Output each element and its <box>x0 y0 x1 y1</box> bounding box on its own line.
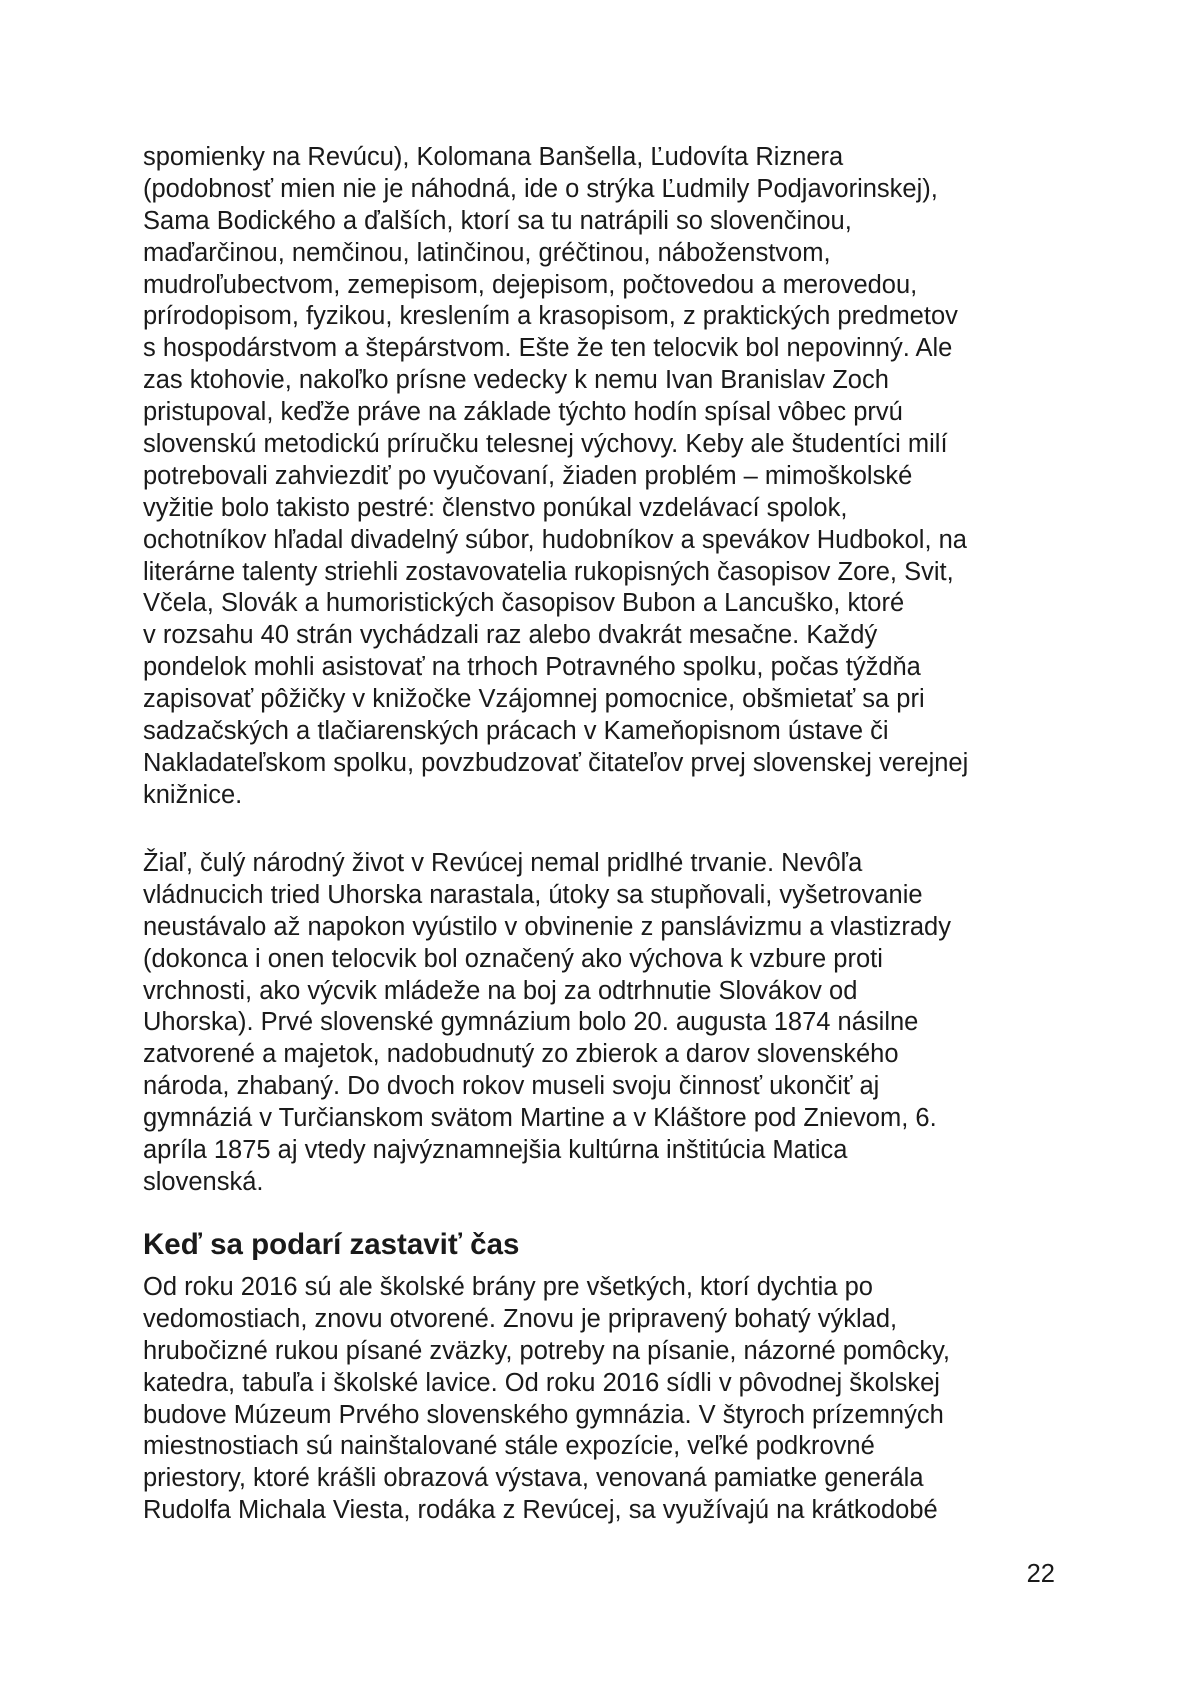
text-line: zas ktohovie, nakoľko prísne vedecky k nemu Ivan Branislav Zoch <box>143 366 889 395</box>
text-line: s hospodárstvom a štepárstvom. Ešte že ten telocvik bol nepovinný. Ale <box>143 334 953 363</box>
text-line: Nakladateľskom spolku, povzbudzovať čitateľov prvej slovenskej verejnej <box>143 748 969 777</box>
text-line: prírodopisom, fyzikou, kreslením a krasopisom, z praktických predmetov <box>143 302 958 331</box>
text-line: slovenskú metodickú príručku telesnej výchovy. Keby ale študentíci milí <box>143 430 948 459</box>
text-line: maďarčinou, nemčinou, latinčinou, gréčtinou, náboženstvom, <box>143 238 831 267</box>
text-line: vedomostiach, znovu otvorené. Znovu je pripravený bohatý výklad, <box>143 1304 898 1333</box>
text-line: zatvorené a majetok, nadobudnutý zo zbierok a darov slovenského <box>143 1040 899 1069</box>
text-line: gymnáziá v Turčianskom svätom Martine a v Kláštore pod Znievom, 6. <box>143 1104 937 1133</box>
paragraph-3 <box>143 1272 1073 1527</box>
page-number: 22 <box>1026 1560 1055 1588</box>
text-line: sadzačských a tlačiarenských prácach v Kameňopisnom ústave či <box>143 717 889 746</box>
text-line: (dokonca i onen telocvik bol označený ako výchova k vzbure proti <box>143 944 883 973</box>
text-line: (podobnosť mien nie je náhodná, ide o strýka Ľudmily Podjavorinskej), <box>143 174 938 203</box>
text-line: miestnostiach sú nainštalované stále expozície, veľké podkrovné <box>143 1432 875 1461</box>
text-line: apríla 1875 aj vtedy najvýznamnejšia kultúrna inštitúcia Matica <box>143 1136 848 1165</box>
text-line: knižnice. <box>143 780 243 809</box>
text-line: slovenská. <box>143 1167 264 1196</box>
text-line: hrubočizné rukou písané zväzky, potreby na písanie, názorné pomôcky, <box>143 1336 951 1365</box>
text-line: pristupoval, keďže práve na základe týchto hodín spísal vôbec prvú <box>143 398 903 427</box>
text-line: Od roku 2016 sú ale školské brány pre všetkých, ktorí dychtia po <box>143 1273 873 1301</box>
text-line: vládnucich tried Uhorska narastala, útoky sa stupňovali, vyšetrovanie <box>143 880 923 909</box>
text-line: neustávalo až napokon vyústilo v obvinenie z panslávizmu a vlastizrady <box>143 912 951 941</box>
text-line: pondelok mohli asistovať na trhoch Potravného spolku, počas týždňa <box>143 653 921 682</box>
text-line: zapisovať pôžičky v knižočke Vzájomnej pomocnice, obšmietať sa pri <box>143 685 925 714</box>
text-line: v rozsahu 40 strán vychádzali raz alebo dvakrát mesačne. Každý <box>143 621 878 650</box>
text-line: katedra, tabuľa i školské lavice. Od roku 2016 sídli v pôvodnej školskej <box>143 1368 940 1397</box>
text-line: potrebovali zahviezdiť po vyučovaní, žiaden problém – mimoškolské <box>143 461 913 490</box>
paragraph-2 <box>143 848 1073 1199</box>
text-line: vyžitie bolo takisto pestré: členstvo ponúkal vzdelávací spolok, <box>143 493 848 522</box>
text-line: ochotníkov hľadal divadelný súbor, hudobníkov a spevákov Hudbokol, na <box>143 525 967 554</box>
text-line: spomienky na Revúcu), Kolomana Banšella, Ľudovíta Riznera <box>143 143 844 171</box>
text-line: vrchnosti, ako výcvik mládeže na boj za odtrhnutie Slovákov od <box>143 976 858 1005</box>
text-line: priestory, ktoré krášli obrazová výstava, venovaná pamiatke generála <box>143 1464 924 1493</box>
text-line: Žiaľ, čulý národný život v Revúcej nemal pridlhé trvanie. Nevôľa <box>143 849 863 877</box>
text-line: Uhorska). Prvé slovenské gymnázium bolo 20. augusta 1874 násilne <box>143 1008 919 1037</box>
text-line: Sama Bodického a ďalších, ktorí sa tu natrápili so slovenčinou, <box>143 206 852 235</box>
text-line: budove Múzeum Prvého slovenského gymnázia. V štyroch prízemných <box>143 1400 944 1429</box>
text-line: Včela, Slovák a humoristických časopisov Bubon a Lancuško, ktoré <box>143 589 905 618</box>
paragraph-1 <box>143 142 1073 812</box>
text-line: literárne talenty striehli zostavovatelia rukopisných časopisov Zore, Svit, <box>143 557 954 586</box>
section-heading: Keď sa podarí zastaviť čas <box>143 1228 520 1261</box>
text-line: mudroľubectvom, zemepisom, dejepisom, počtovedou a merovedou, <box>143 270 918 299</box>
text-line: národa, zhabaný. Do dvoch rokov museli svoju činnosť ukončiť aj <box>143 1072 880 1101</box>
text-line: Rudolfa Michala Viesta, rodáka z Revúcej, sa využívajú na krátkodobé <box>143 1496 938 1525</box>
